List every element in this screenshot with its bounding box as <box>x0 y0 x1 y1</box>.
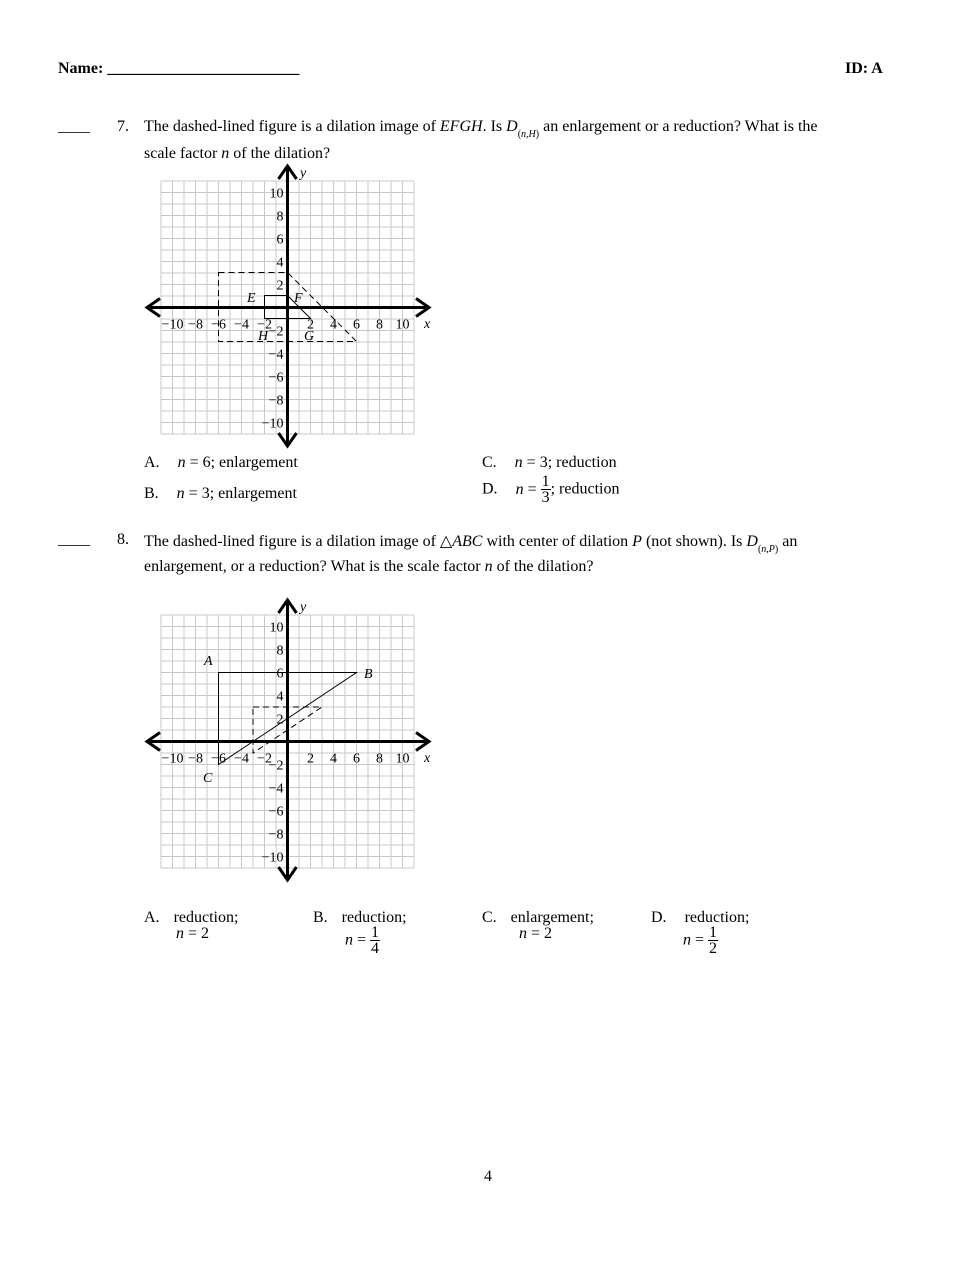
g7-x-tick-label: 6 <box>353 317 360 333</box>
g8-x-tick-label: −4 <box>234 751 249 767</box>
q7-label-h: H <box>258 329 269 344</box>
g7-x-tick-label: −4 <box>234 317 249 333</box>
q7-coordinate-graph <box>140 160 440 455</box>
q8-axis-x-label: x <box>424 751 431 766</box>
q7-text-line2: scale factor n of the dilation? <box>144 145 331 162</box>
triangle-symbol: △ <box>439 531 453 550</box>
g8-x-tick-label: 4 <box>330 751 337 767</box>
q8-option-a[interactable]: A. reduction; n = 2 <box>144 909 239 942</box>
g7-y-tick-label: −10 <box>261 416 284 432</box>
q8-label-b: B <box>364 667 373 682</box>
page-number: 4 <box>484 1168 492 1185</box>
g7-y-tick-label: −6 <box>268 370 284 386</box>
g7-y-tick-label: 10 <box>269 186 284 202</box>
q7-axes <box>147 166 429 446</box>
g8-x-tick-label: −2 <box>257 751 272 767</box>
q7-text-part3: an enlargement or a reduction? What is the <box>539 118 818 135</box>
g8-y-tick-label: −2 <box>268 758 284 774</box>
q8-text-line1: The dashed-lined figure is a dilation image of △ABC with center of dilation P (not shown). Is $D_{(n,P)}$ an <box>144 531 798 555</box>
g8-y-tick-label: 4 <box>276 689 284 705</box>
q7-notation-d: D <box>506 118 518 135</box>
g7-y-tick-label: −4 <box>268 347 284 363</box>
q7-option-d-fraction: $\frac{1}{3}$ <box>541 473 550 506</box>
q7-option-d[interactable]: D. n = $\frac{1}{3}$ ; reduction <box>482 473 620 506</box>
q7-option-b[interactable]: B. n = 3; enlargement <box>144 485 297 502</box>
q8-answer-blank: ____ <box>58 531 90 548</box>
q7-text-part2: . Is <box>482 118 507 135</box>
q7-answer-blank: ____ <box>58 118 90 135</box>
q8-option-c[interactable]: C. enlargement; n = 2 <box>482 909 594 942</box>
g7-x-tick-label: 2 <box>307 317 314 333</box>
q8-text-line2: enlargement, or a reduction? What is the scale factor n of the dilation? <box>144 558 594 575</box>
q8-axes <box>147 600 429 880</box>
q8-option-d[interactable]: D. reduction; n = $\frac{1}{2}$ <box>651 909 750 957</box>
q8-coordinate-graph <box>140 594 440 889</box>
g8-y-tick-label: −8 <box>268 827 284 843</box>
g8-x-tick-label: −8 <box>188 751 203 767</box>
q7-number: 7. <box>117 118 129 135</box>
q8-axis-y-label: y <box>300 600 307 615</box>
g8-y-tick-label: 6 <box>276 666 284 682</box>
g8-x-tick-label: 8 <box>376 751 383 767</box>
g7-x-tick-label: 8 <box>376 317 383 333</box>
g8-x-tick-label: 6 <box>353 751 360 767</box>
q7-text-part1: The dashed-lined figure is a dilation image of <box>144 118 440 135</box>
g8-y-tick-label: −6 <box>268 804 284 820</box>
name-blank: ________________________ <box>107 60 300 77</box>
g7-x-tick-label: −10 <box>161 317 184 333</box>
g7-x-tick-label: −8 <box>188 317 203 333</box>
q7-axis-y-label: y <box>300 166 307 181</box>
q7-axis-x-label: x <box>424 317 431 332</box>
id-label: ID: A <box>845 60 883 77</box>
name-label <box>58 60 299 78</box>
g8-y-tick-label: 2 <box>276 712 284 728</box>
q7-notation-subscript: (n,H) <box>517 129 540 140</box>
g8-y-tick-label: −10 <box>261 850 284 866</box>
q7-label-f: F <box>294 291 303 306</box>
q8-notation-subscript: (n,P) <box>757 544 779 555</box>
g8-y-tick-label: 8 <box>276 643 284 659</box>
q8-figure-name: ABC <box>452 533 483 550</box>
q8-option-d-fraction: $\frac{1}{2}$ <box>709 924 718 957</box>
g7-x-tick-label: 10 <box>395 317 410 333</box>
g8-y-tick-label: −4 <box>268 781 284 797</box>
q7-option-a[interactable]: A. n = 6; enlargement <box>144 454 298 471</box>
q7-label-e: E <box>247 291 256 306</box>
q7-figure-name: EFGH <box>439 118 483 135</box>
q8-label-a: A <box>204 654 213 669</box>
q7-label-g: G <box>304 329 315 344</box>
g7-y-tick-label: −2 <box>268 324 284 340</box>
g7-y-tick-label: 6 <box>276 232 284 248</box>
g7-x-tick-label: 4 <box>330 317 337 333</box>
g8-x-tick-label: −6 <box>211 751 226 767</box>
g7-y-tick-label: 4 <box>276 255 284 271</box>
g7-y-tick-label: 2 <box>276 278 284 294</box>
g8-x-tick-label: 2 <box>307 751 314 767</box>
name-label-text: Name: <box>58 60 104 77</box>
g7-x-tick-label: −2 <box>257 317 272 333</box>
q8-label-c: C <box>203 771 213 786</box>
g7-y-tick-label: 8 <box>276 209 284 225</box>
g7-y-tick-label: −8 <box>268 393 284 409</box>
q8-notation-d: D <box>746 533 758 550</box>
q8-option-b[interactable]: B. reduction; n = $\frac{1}{4}$ <box>313 909 407 957</box>
q8-option-b-fraction: $\frac{1}{4}$ <box>371 924 380 957</box>
q7-text-line1 <box>144 118 818 140</box>
q7-option-c[interactable]: C. n = 3; reduction <box>482 454 617 471</box>
q8-number: 8. <box>117 531 129 548</box>
g8-x-tick-label: 10 <box>395 751 410 767</box>
g7-x-tick-label: −6 <box>211 317 226 333</box>
g8-x-tick-label: −10 <box>161 751 184 767</box>
g8-y-tick-label: 10 <box>269 620 284 636</box>
